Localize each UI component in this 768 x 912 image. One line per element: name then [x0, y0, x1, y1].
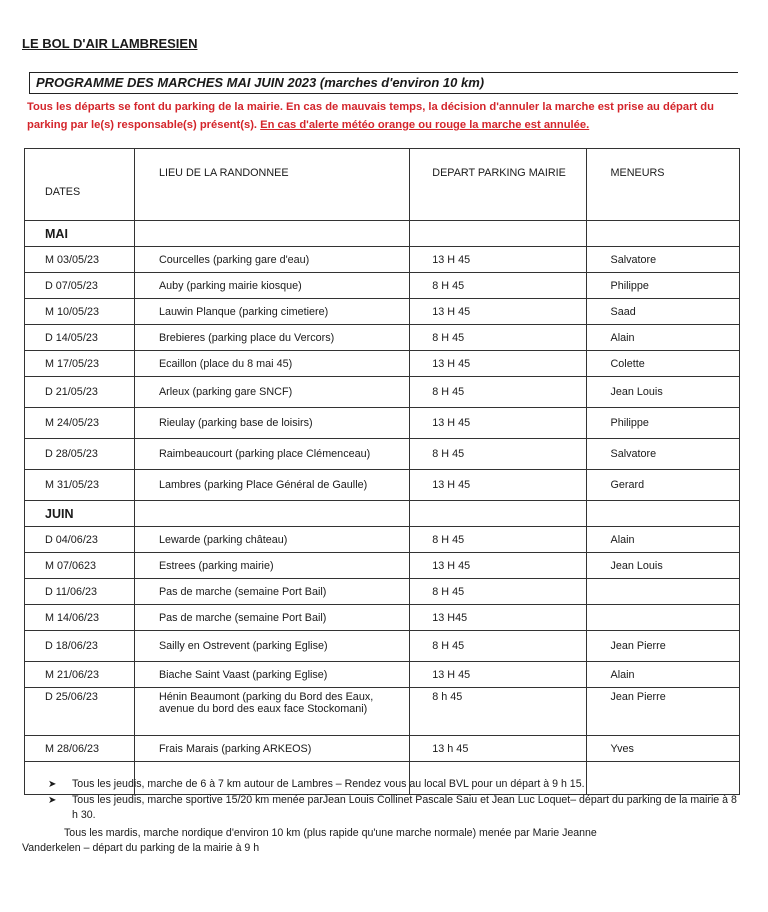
row-meneur: Alain	[586, 662, 740, 688]
header-meneurs: MENEURS	[586, 149, 740, 221]
table-row	[25, 351, 740, 377]
row-meneur: Jean Pierre	[586, 688, 740, 736]
row-date: M 03/05/23	[25, 247, 135, 273]
row-date: M 21/06/23	[25, 662, 135, 688]
row-depart: 8 H 45	[410, 439, 586, 470]
row-depart: 13 H 45	[410, 247, 586, 273]
departure-warning	[27, 98, 739, 134]
table-row	[25, 325, 740, 351]
list-item	[48, 777, 738, 792]
row-lieu: Estrees (parking mairie)	[134, 553, 409, 579]
row-date: M 10/05/23	[25, 299, 135, 325]
row-lieu: Auby (parking mairie kiosque)	[134, 273, 409, 299]
row-meneur: Jean Louis	[586, 553, 740, 579]
table-row	[25, 579, 740, 605]
table-row	[25, 631, 740, 662]
row-lieu: Arleux (parking gare SNCF)	[134, 377, 409, 408]
row-date: D 21/05/23	[25, 377, 135, 408]
row-depart: 13 H 45	[410, 470, 586, 501]
row-date: D 11/06/23	[25, 579, 135, 605]
note-text: Tous les jeudis, marche sportive 15/20 km menée parJean Louis Collinet Pascale Saiu et Jean Luc Loquet– départ du parking de la mairie à 8 h 30.	[72, 794, 737, 821]
row-date: M 31/05/23	[25, 470, 135, 501]
row-lieu: Lauwin Planque (parking cimetiere)	[134, 299, 409, 325]
row-meneur: Yves	[586, 736, 740, 762]
row-lieu: Courcelles (parking gare d'eau)	[134, 247, 409, 273]
row-depart: 13 h 45	[410, 736, 586, 762]
schedule-table	[24, 148, 740, 795]
row-date: D 07/05/23	[25, 273, 135, 299]
row-date: D 14/05/23	[25, 325, 135, 351]
table-row	[25, 439, 740, 470]
header-depart: DEPART PARKING MAIRIE	[410, 149, 586, 221]
table-row	[25, 736, 740, 762]
row-lieu: Frais Marais (parking ARKEOS)	[134, 736, 409, 762]
table-row	[25, 247, 740, 273]
tuesday-note-line2: Vanderkelen – départ du parking de la mairie à 9 h	[22, 842, 260, 854]
row-depart: 13 H 45	[410, 299, 586, 325]
row-lieu: Biache Saint Vaast (parking Eglise)	[134, 662, 409, 688]
table-header-row	[25, 149, 740, 221]
row-depart: 13 H 45	[410, 408, 586, 439]
header-lieu: LIEU DE LA RANDONNEE	[134, 149, 409, 221]
row-depart: 8 h 45	[410, 688, 586, 736]
row-meneur: Jean Pierre	[586, 631, 740, 662]
row-depart: 13 H45	[410, 605, 586, 631]
row-depart: 13 H 45	[410, 351, 586, 377]
arrow-bullet-icon: ➤	[48, 779, 57, 790]
programme-title: PROGRAMME DES MARCHES MAI JUIN 2023 (marches d'environ 10 km)	[36, 75, 485, 90]
table-row	[25, 470, 740, 501]
table-row	[25, 273, 740, 299]
row-date: D 25/06/23	[25, 688, 135, 736]
table-row	[25, 299, 740, 325]
row-depart: 13 H 45	[410, 553, 586, 579]
table-row	[25, 605, 740, 631]
row-lieu: Pas de marche (semaine Port Bail)	[134, 605, 409, 631]
row-meneur: Salvatore	[586, 247, 740, 273]
month-label: MAI	[25, 221, 135, 247]
warning-part2: En cas d'alerte météo orange ou rouge la marche est annulée.	[260, 119, 590, 131]
row-meneur: Saad	[586, 299, 740, 325]
row-lieu: Rieulay (parking base de loisirs)	[134, 408, 409, 439]
row-meneur: Alain	[586, 527, 740, 553]
row-meneur: Salvatore	[586, 439, 740, 470]
table-row	[25, 688, 740, 736]
row-date: D 04/06/23	[25, 527, 135, 553]
row-date: M 14/06/23	[25, 605, 135, 631]
table-row	[25, 377, 740, 408]
month-row-may	[25, 221, 740, 247]
row-meneur: Alain	[586, 325, 740, 351]
row-lieu: Lambres (parking Place Général de Gaulle)	[134, 470, 409, 501]
row-meneur: Jean Louis	[586, 377, 740, 408]
list-item	[48, 793, 738, 823]
row-date: M 07/0623	[25, 553, 135, 579]
month-label: JUIN	[25, 501, 135, 527]
note-text: Tous les jeudis, marche de 6 à 7 km autour de Lambres – Rendez vous au local BVL pour un départ à 9 h 15.	[72, 778, 585, 790]
thursday-notes	[48, 777, 738, 824]
row-depart: 8 H 45	[410, 325, 586, 351]
table-row	[25, 527, 740, 553]
row-meneur: Philippe	[586, 273, 740, 299]
table-row	[25, 408, 740, 439]
row-meneur	[586, 605, 740, 631]
row-lieu: Sailly en Ostrevent (parking Eglise)	[134, 631, 409, 662]
organization-title: LE BOL D'AIR LAMBRESIEN	[22, 36, 198, 51]
row-lieu: Hénin Beaumont (parking du Bord des Eaux, avenue du bord des eaux face Stockomani)	[134, 688, 409, 736]
row-depart: 8 H 45	[410, 527, 586, 553]
row-depart: 13 H 45	[410, 662, 586, 688]
tuesday-note-line1: Tous les mardis, marche nordique d'environ 10 km (plus rapide qu'une marche normale) menée par Marie Jeanne	[64, 827, 597, 839]
row-depart: 8 H 45	[410, 273, 586, 299]
row-meneur	[586, 579, 740, 605]
month-row-june	[25, 501, 740, 527]
row-date: M 17/05/23	[25, 351, 135, 377]
row-lieu: Ecaillon (place du 8 mai 45)	[134, 351, 409, 377]
row-lieu: Pas de marche (semaine Port Bail)	[134, 579, 409, 605]
row-meneur: Colette	[586, 351, 740, 377]
table-row	[25, 553, 740, 579]
header-dates: DATES	[25, 149, 135, 221]
row-meneur: Philippe	[586, 408, 740, 439]
row-date: M 24/05/23	[25, 408, 135, 439]
row-lieu: Brebieres (parking place du Vercors)	[134, 325, 409, 351]
arrow-bullet-icon: ➤	[48, 795, 57, 806]
row-lieu: Lewarde (parking château)	[134, 527, 409, 553]
row-lieu: Raimbeaucourt (parking place Clémenceau)	[134, 439, 409, 470]
row-depart: 8 H 45	[410, 377, 586, 408]
tuesday-note	[22, 826, 738, 856]
row-date: D 28/05/23	[25, 439, 135, 470]
table-row	[25, 662, 740, 688]
row-date: M 28/06/23	[25, 736, 135, 762]
programme-title-box	[29, 72, 738, 94]
row-depart: 8 H 45	[410, 579, 586, 605]
row-depart: 8 H 45	[410, 631, 586, 662]
row-meneur: Gerard	[586, 470, 740, 501]
warning-part1: Tous les départs se font du parking de la mairie. En cas de mauvais temps, la décision d'annuler la marche est prise au départ du parking par le(s) responsable(s) présent(s).	[27, 101, 714, 131]
row-date: D 18/06/23	[25, 631, 135, 662]
